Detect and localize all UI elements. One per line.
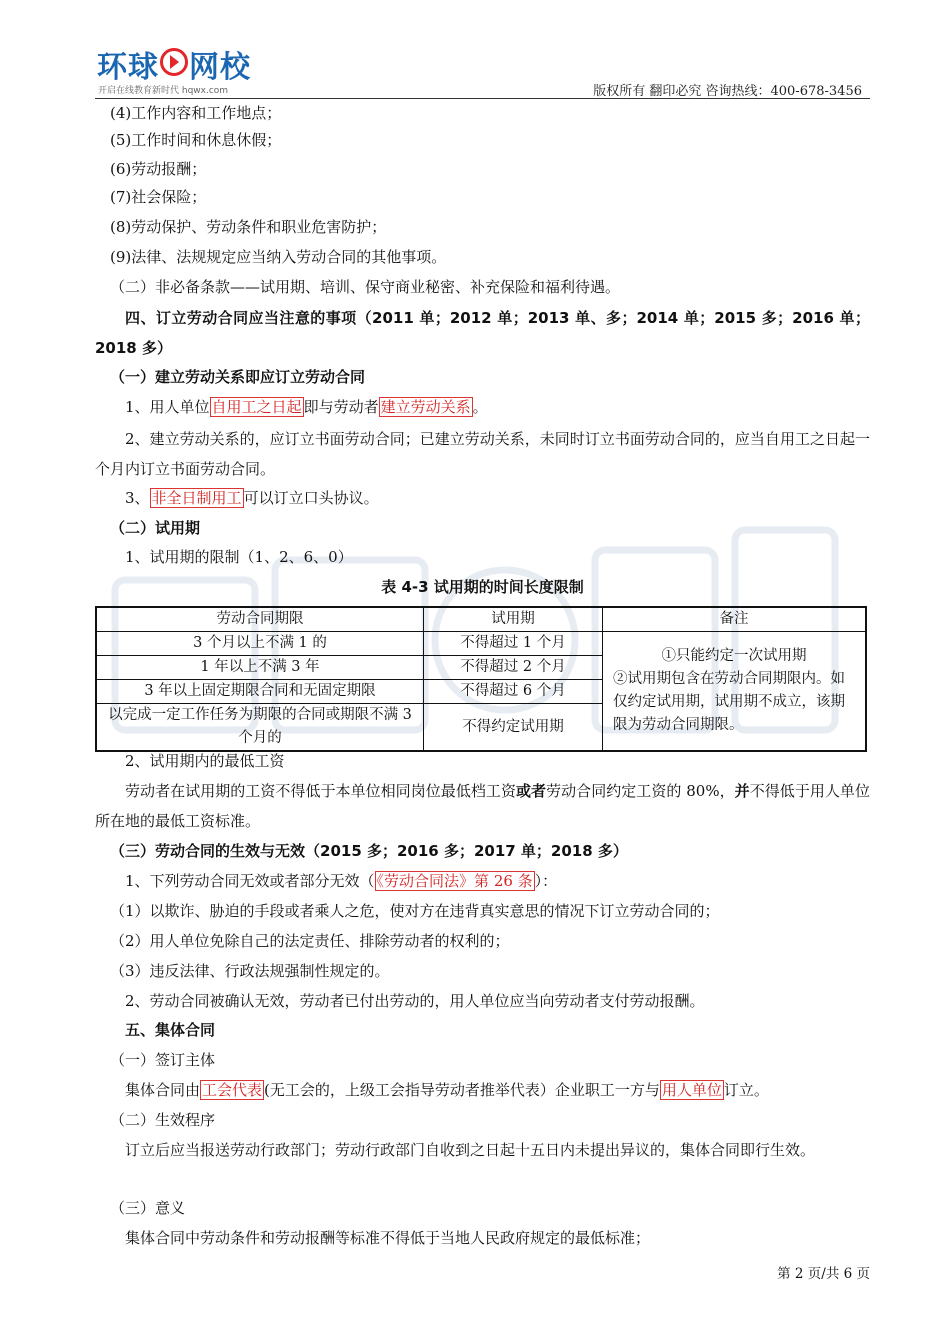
table-cell: 1 年以上不满 3 年	[96, 656, 424, 680]
logo	[97, 42, 251, 86]
list-item: （1）以欺诈、胁迫的手段或者乘人之危，使对方在违背真实意思的情况下订立劳动合同的；	[110, 902, 720, 920]
table-cell: 3 个月以上不满 1 的	[96, 632, 424, 656]
table-note-cell	[603, 632, 867, 752]
logo-tagline: 开启在线教育新时代 hqwx.com	[98, 86, 229, 96]
paragraph	[95, 868, 870, 895]
subsection-heading: （一）签订主体	[110, 1051, 216, 1069]
subsection-heading: （一）建立劳动关系即应订立劳动合同	[110, 368, 366, 386]
table-cell: 不得超过 2 个月	[424, 656, 603, 680]
subsection-heading: （二）试用期	[110, 519, 201, 537]
list-item: (8)劳动保护、劳动条件和职业危害防护；	[110, 218, 387, 236]
text: 即与劳动者	[303, 398, 379, 416]
list-item: （2）用人单位免除自己的法定责任、排除劳动者的权利的；	[110, 932, 510, 950]
column-header: 备注	[603, 607, 867, 632]
text: 劳动合同约定工资的 80%，	[546, 782, 735, 800]
text: 3、	[125, 489, 150, 507]
paragraph	[95, 394, 870, 421]
column-header: 劳动合同期限	[96, 607, 424, 632]
paragraph: 1、试用期的限制（1、2、6、0）	[125, 548, 353, 566]
text: ）：	[534, 872, 558, 890]
note-line: ②试用期包含在劳动合同期限内。如仅约定试用期，试用期不成立，该期限为劳动合同期限。	[613, 671, 845, 733]
header-rule	[95, 98, 870, 99]
table-row	[96, 632, 866, 656]
paragraph: 订立后应当报送劳动行政部门；劳动行政部门自收到之日起十五日内未提出异议的，集体合同即行生效。	[125, 1141, 816, 1159]
paragraph: 2、试用期内的最低工资	[125, 752, 285, 770]
paragraph	[95, 485, 870, 512]
paragraph: 2、建立劳动关系的，应订立书面劳动合同；已建立劳动关系，未同时订立书面劳动合同的，应当自用工之日起一个月内订立书面劳动合同。	[95, 430, 870, 478]
page-number: 第 2 页/共 6 页	[777, 1266, 870, 1282]
section-heading-4: 四、订立劳动合同应当注意的事项（2011 单；2012 单；2013 单、多；2014 单；2015 多；2016 单；2018 多）	[95, 309, 870, 357]
subsection-heading: （三）意义	[110, 1199, 186, 1217]
section-heading-5: 五、集体合同	[125, 1021, 216, 1039]
highlight-box: 建立劳动关系	[380, 398, 471, 416]
list-item: (5)工作时间和休息休假；	[110, 131, 282, 149]
note-line: ①只能约定一次试用期	[661, 648, 807, 664]
table-cell: 不得超过 1 个月	[424, 632, 603, 656]
bold-text: 或者	[516, 782, 547, 800]
list-item: (6)劳动报酬；	[110, 160, 207, 178]
copyright-hotline: 版权所有 翻印必究 咨询热线：400-678-3456	[593, 84, 862, 99]
page-header	[95, 38, 870, 100]
play-circle-icon	[160, 48, 188, 76]
bold-text: 并	[734, 782, 750, 800]
column-header: 试用期	[424, 607, 603, 632]
list-item: (7)社会保险；	[110, 188, 207, 206]
table-header-row	[96, 607, 866, 632]
list-item: (4)工作内容和工作地点；	[110, 104, 282, 122]
text: 1、下列劳动合同无效或者部分无效（	[125, 872, 375, 890]
paragraph	[95, 1077, 870, 1104]
table-cell: 3 年以上固定期限合同和无固定期限	[96, 680, 424, 704]
text: 订立。	[723, 1081, 769, 1099]
text: 1、用人单位	[125, 398, 210, 416]
text: 可以订立口头协议。	[243, 489, 379, 507]
subsection-heading: （二）生效程序	[110, 1111, 216, 1129]
table-cell: 不得超过 6 个月	[424, 680, 603, 704]
text: 不得低于用人单位所在地的最低工资标准。	[95, 782, 870, 830]
paragraph: 2、劳动合同被确认无效，劳动者已付出劳动的，用人单位应当向劳动者支付劳动报酬。	[125, 992, 705, 1010]
text: (无工会的，上级工会指导劳动者推举代表）企业职工一方与	[264, 1081, 660, 1099]
paragraph	[95, 776, 870, 836]
highlight-box: 《劳动合同法》第 26 条	[376, 872, 533, 890]
text: 集体合同由	[125, 1081, 201, 1099]
subsection-heading: （三）劳动合同的生效与无效（2015 多；2016 多；2017 单；2018 多）	[110, 842, 628, 860]
table-cell: 不得约定试用期	[424, 704, 603, 752]
logo-text-1: 环球	[97, 50, 159, 85]
highlight-box: 用人单位	[661, 1081, 722, 1099]
paragraph: 集体合同中劳动条件和劳动报酬等标准不得低于当地人民政府规定的最低标准；	[125, 1229, 651, 1247]
highlight-box: 工会代表	[202, 1081, 263, 1099]
highlight-box: 自用工之日起	[211, 398, 302, 416]
table-cell: 以完成一定工作任务为期限的合同或期限不满 3 个月的	[96, 704, 424, 752]
table-caption: 表 4-3 试用期的时间长度限制	[381, 578, 584, 596]
trial-period-table	[95, 606, 867, 752]
list-item: (9)法律、法规规定应当纳入劳动合同的其他事项。	[110, 248, 447, 266]
list-item: （3）违反法律、行政法规强制性规定的。	[110, 962, 390, 980]
text: 劳动者在试用期的工资不得低于本单位相同岗位最低档工资	[125, 782, 516, 800]
text: 。	[472, 398, 488, 416]
highlight-box: 非全日制用工	[151, 489, 242, 507]
paragraph: （二）非必备条款——试用期、培训、保守商业秘密、补充保险和福利待遇。	[110, 278, 621, 296]
logo-text-2: 网校	[189, 50, 251, 85]
